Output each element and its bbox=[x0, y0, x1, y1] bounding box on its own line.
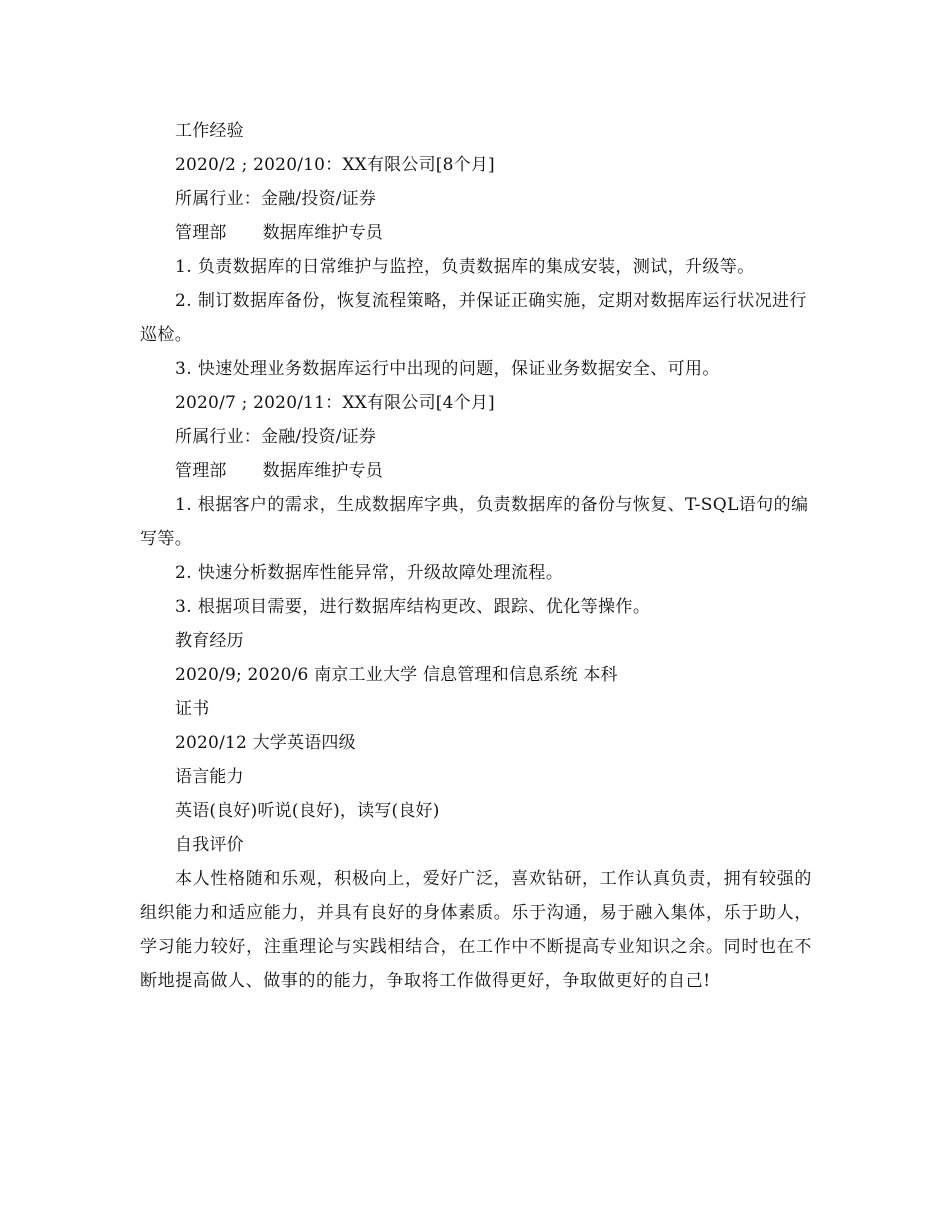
job-industry: 所属行业：金融/投资/证券 bbox=[175, 427, 377, 447]
work-experience-heading: 工作经验 bbox=[175, 121, 244, 141]
job-department: 管理部 bbox=[175, 223, 227, 243]
certificate-entry: 2020/12 大学英语四级 bbox=[175, 733, 356, 753]
job-department-position bbox=[140, 454, 812, 488]
resume-content bbox=[140, 114, 812, 998]
job-duty: 1. 负责数据库的日常维护与监控，负责数据库的集成安装，测试，升级等。 bbox=[175, 257, 755, 277]
job-department-position bbox=[140, 216, 812, 250]
job-duty: 3. 快速处理业务数据库运行中出现的问题，保证业务数据安全、可用。 bbox=[175, 359, 720, 379]
job-period: 2020/7 ; 2020/11：XX有限公司[4个月] bbox=[175, 393, 495, 413]
education-heading: 教育经历 bbox=[175, 631, 244, 651]
language-heading: 语言能力 bbox=[175, 767, 244, 787]
certificates-heading: 证书 bbox=[175, 699, 210, 719]
job-duty: 2. 制订数据库备份，恢复流程策略，并保证正确实施，定期对数据库运行状况进行巡检。 bbox=[140, 291, 807, 345]
job-position: 数据库维护专员 bbox=[262, 461, 384, 481]
language-entry: 英语(良好)听说(良好)，读写(良好) bbox=[175, 801, 440, 821]
self-evaluation-text: 本人性格随和乐观，积极向上，爱好广泛，喜欢钻研，工作认真负责，拥有较强的组织能力和适应能力，并具有良好的身体素质。乐于沟通，易于融入集体，乐于助人，学习能力较好，注重理论与实践相结合，在工作中不断提高专业知识之余。同时也在不断地提高做人、做事的的能力，争取将工作做得更好，争取做更好的自己! bbox=[140, 869, 812, 991]
job-position: 数据库维护专员 bbox=[262, 223, 384, 243]
job-industry: 所属行业：金融/投资/证券 bbox=[175, 189, 377, 209]
job-period: 2020/2 ; 2020/10：XX有限公司[8个月] bbox=[175, 155, 495, 175]
job-duty: 2. 快速分析数据库性能异常，升级故障处理流程。 bbox=[175, 563, 564, 583]
education-entry: 2020/9; 2020/6 南京工业大学 信息管理和信息系统 本科 bbox=[175, 665, 618, 685]
job-duty: 3. 根据项目需要，进行数据库结构更改、跟踪、优化等操作。 bbox=[175, 597, 651, 617]
job-department: 管理部 bbox=[175, 461, 227, 481]
self-evaluation-heading: 自我评价 bbox=[175, 835, 244, 855]
job-duty: 1. 根据客户的需求，生成数据库字典，负责数据库的备份与恢复、T-SQL语句的编写等。 bbox=[140, 495, 809, 549]
